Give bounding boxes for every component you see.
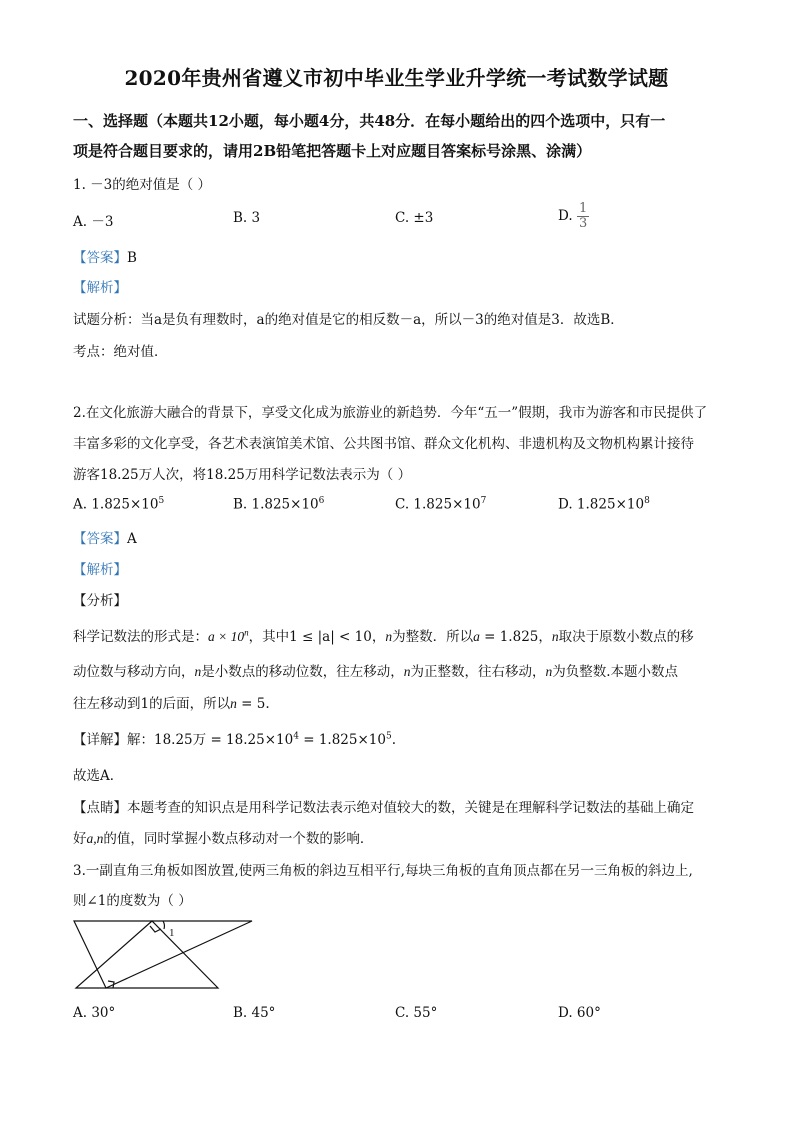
text: . bbox=[391, 732, 396, 748]
q3-option-a: A. 30° bbox=[73, 1005, 116, 1021]
text: 为整数．所以 bbox=[392, 629, 474, 645]
q3-stem-line1: 3.一副直角三角板如图放置,使两三角板的斜边互相平行,每块三角板的直角顶点都在另一三角板的斜边上, bbox=[73, 863, 693, 879]
option-text: A. 1.825×10 bbox=[73, 496, 159, 513]
var-n: n bbox=[545, 664, 553, 679]
option-exponent: 6 bbox=[318, 496, 325, 506]
q3-stem-line2: 则∠1的度数为（ ） bbox=[73, 893, 192, 909]
text: 动位数与移动方向， bbox=[73, 664, 195, 680]
q1-option-d-fraction bbox=[577, 202, 589, 231]
exponent: 5 bbox=[385, 731, 392, 742]
var-n: n bbox=[194, 664, 202, 679]
vars: a,n bbox=[86, 831, 104, 846]
text: 科学记数法的形式是： bbox=[73, 629, 208, 645]
exponent: 4 bbox=[293, 731, 299, 742]
q1-analysis: 试题分析：当a是负有理数时，a的绝对值是它的相反数－a，所以－3的绝对值是3．故选B． bbox=[73, 312, 624, 328]
q1-point: 考点：绝对值． bbox=[73, 344, 168, 360]
q2-fenxi-tag: 【分析】 bbox=[73, 593, 127, 609]
q3-option-c: C. 55° bbox=[395, 1005, 438, 1021]
q2-option-b bbox=[233, 496, 324, 513]
answer-value: A bbox=[127, 531, 137, 547]
angle-label: 1 bbox=[169, 927, 175, 939]
angle-arc bbox=[163, 921, 164, 929]
section-heading-line1: 一、选择题（本题共12小题，每小题4分，共48分．在每小题给出的四个选项中，只有一 bbox=[73, 112, 666, 130]
q1-answer bbox=[73, 246, 137, 266]
fraction-denominator: 3 bbox=[578, 216, 588, 231]
q1-analysis-tag: 【解析】 bbox=[73, 280, 127, 296]
text: 的值，同时掌握小数点移动对一个数的影响． bbox=[103, 831, 374, 847]
option-exponent: 5 bbox=[158, 496, 165, 506]
answer-tag: 【答案】 bbox=[73, 531, 127, 547]
fraction-numerator: 1 bbox=[578, 201, 588, 216]
answer-value: B bbox=[127, 250, 137, 266]
q2-stem-line3: 游客18.25万人次，将18.25万用科学记数法表示为（ ） bbox=[73, 467, 412, 483]
q1-option-a: A. －3 bbox=[73, 214, 114, 230]
q2-option-c bbox=[395, 496, 486, 513]
q2-fenxi-line3 bbox=[73, 692, 270, 712]
q2-answer bbox=[73, 527, 137, 547]
option-text: C. 1.825×10 bbox=[395, 496, 481, 513]
q3-option-b: B. 45° bbox=[233, 1005, 276, 1021]
q2-dianjing-line2 bbox=[73, 827, 373, 847]
option-exponent: 8 bbox=[644, 496, 650, 506]
text: = 1.825×10 bbox=[298, 732, 386, 748]
section-heading-line2: 项是符合题目要求的，请用2B铅笔把答题卡上对应题目答案标号涂黑、涂满） bbox=[73, 142, 592, 160]
q1-option-b: B. 3 bbox=[233, 210, 261, 226]
text: = 1.825， bbox=[479, 629, 552, 645]
triangle-upper bbox=[74, 921, 252, 988]
dianjing-tag: 【点睛】 bbox=[73, 800, 127, 816]
q2-detail bbox=[73, 728, 396, 748]
q2-fenxi-line1 bbox=[73, 625, 694, 645]
text: 好 bbox=[73, 831, 87, 847]
var-n: n bbox=[230, 696, 237, 711]
q1-option-c: C. ±3 bbox=[395, 210, 434, 226]
text: 是小数点的移动位数，往左移动， bbox=[201, 664, 404, 680]
q2-stem-line2: 丰富多彩的文化享受，各艺术表演馆美术馆、公共图书馆、群众文化机构、非遗机构及文物机构累计接待 bbox=[73, 436, 694, 452]
text: = 5. bbox=[236, 696, 270, 712]
triangle-lower bbox=[76, 921, 218, 988]
text: 为负整数.本题小数点 bbox=[552, 664, 679, 680]
text: 为正整数，往右移动， bbox=[410, 664, 546, 680]
q2-option-d bbox=[558, 496, 650, 513]
var-n: n bbox=[403, 664, 411, 679]
option-exponent: 7 bbox=[480, 496, 487, 506]
q1-stem: 1. －3的绝对值是（ ） bbox=[73, 177, 212, 193]
var-n: n bbox=[551, 629, 559, 644]
q2-option-a bbox=[73, 496, 164, 513]
formula-exponent: n bbox=[244, 627, 249, 638]
text: 取决于原数小数点的移 bbox=[558, 629, 694, 645]
page-title: 2020年贵州省遵义市初中毕业生学业升学统一考试数学试题 bbox=[124, 66, 669, 90]
q1-option-d-prefix: D. bbox=[558, 208, 573, 224]
q2-stem-line1: 2.在文化旅游大融合的背景下，享受文化成为旅游业的新趋势．今年“五一”假期，我市为游客和市民提供了 bbox=[73, 405, 708, 421]
text: ，其中1 ≤ |a| < 10， bbox=[248, 629, 386, 645]
var-a: a bbox=[473, 629, 480, 644]
text: 本题考查的知识点是用科学记数法表示绝对值较大的数，关键是在理解科学记数法的基础上确定 bbox=[127, 800, 694, 816]
var-n: n bbox=[385, 629, 393, 644]
q2-fenxi-line2 bbox=[73, 660, 678, 680]
q1-option-d bbox=[558, 202, 589, 231]
q2-dianjing-line1 bbox=[73, 796, 694, 816]
q2-analysis-tag: 【解析】 bbox=[73, 562, 127, 578]
text: 往左移动到1的后面，所以 bbox=[73, 696, 231, 712]
option-text: D. 1.825×10 bbox=[558, 496, 645, 513]
detail-tag: 【详解】 bbox=[73, 732, 127, 748]
q3-option-d: D. 60° bbox=[558, 1005, 601, 1021]
q3-triangles-figure bbox=[70, 915, 260, 995]
text: 解：18.25万 = 18.25×10 bbox=[127, 732, 294, 748]
option-text: B. 1.825×10 bbox=[233, 496, 319, 513]
q2-conclusion: 故选A． bbox=[73, 768, 124, 784]
answer-tag: 【答案】 bbox=[73, 250, 127, 266]
formula: a × 10 bbox=[208, 629, 245, 644]
